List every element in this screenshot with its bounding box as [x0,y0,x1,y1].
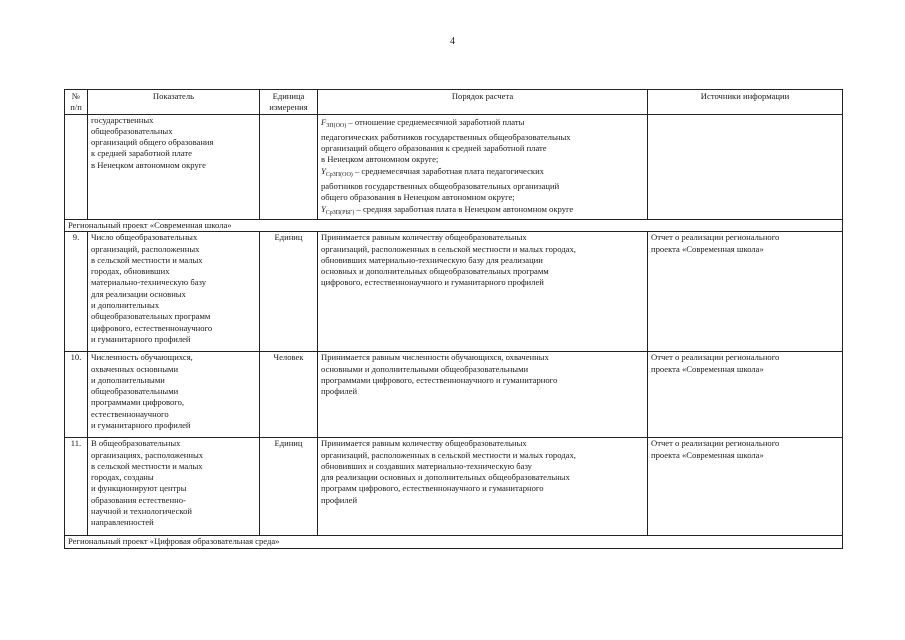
cell-line: организациях, расположенных [91,449,204,460]
cell-line: государственных [91,114,154,125]
cell-line: для реализации основных [91,288,186,299]
cell-line: направленностей [91,517,154,528]
formula-f-line: $F_{ЗП(ОО)}$ – отношение среднемесячной заработной платы [321,116,525,129]
row-num: 9. [65,232,88,352]
cell-line: к средней заработной плате [91,148,192,159]
cell-line: программами цифрового, естественнонаучного и гуманитарного [321,374,558,385]
row-num: 11. [65,438,88,536]
row-unit: Человек [260,352,318,438]
table-row [65,438,843,536]
cell-line: Принимается равным численности обучающихся, охваченных [321,352,549,363]
row-indicator [88,352,260,438]
cell-line: в Ненецком автономном округе [91,159,206,170]
continuation-calc-cell: $F_{ЗП(ОО)}$ – отношение среднемесячной заработной платы педагогических работников государственных общеобразовательных организаций общего образования к средней заработной плате в Ненецком автономном округе; $Y_{СрЗП(ОО)}$ – среднемесячная заработная плата педагогических работников государственных общеобразовательных организаций общего образования в Ненецком автономном округе; $Y_{СрЗП(РБГ)}$ – средняя заработная плата в Ненецком автономном округе [318,114,648,219]
continuation-unit-cell [260,114,318,219]
header-source: Источники информации [648,90,843,115]
section-row [65,536,843,548]
cell-line: организаций общего образования [91,137,214,148]
cell-line: профилей [321,494,358,505]
cell-line: и функционируют центры [91,483,187,494]
cell-line: цифрового, естественнонаучного и гуманитарного профилей [321,277,544,288]
row-num: 10. [65,352,88,438]
cell-line: и дополнительных [91,300,160,311]
cell-line: организаций, расположенных [91,243,200,254]
indicators-table [64,89,843,549]
cell-line: общеобразовательных [91,125,173,136]
formula-y1-line: $Y_{СрЗП(ОО)}$ – среднемесячная заработная плата педагогических [321,165,544,178]
cell-line: материально-техническую базу [91,277,207,288]
cell-line: цифрового, естественнонаучного [91,322,213,333]
continuation-indicator-cell [88,114,260,219]
row-unit: Единиц [260,438,318,536]
cell-line: основными и дополнительными общеобразовательными [321,363,529,374]
cell-line: Отчет о реализации регионального [651,438,780,449]
cell-line: основных и дополнительных общеобразовательных программ [321,266,549,277]
cell-line: Число общеобразовательных [91,232,198,243]
cell-line: обновивших и создавших материально-техническую базу [321,460,532,471]
formula-y2-var: Y [321,203,326,214]
cell-line: Принимается равным количеству общеобразовательных [321,232,527,243]
continuation-row [65,114,843,219]
cell-line: программ цифрового, естественнонаучного и гуманитарного [321,483,544,494]
row-indicator [88,232,260,352]
cell-line: охваченных основными [91,363,179,374]
header-calc: Порядок расчета [318,90,648,115]
formula-y2-sub: СрЗП(РБГ) [325,209,355,216]
section-row [65,219,843,231]
row-source [648,438,843,536]
header-unit: Единица измерения [260,90,318,115]
cell-line: профилей [321,386,358,397]
cell-line: организаций, расположенных в сельской местности и малых городах, [321,243,576,254]
continuation-num-cell [65,114,88,219]
table-row [65,352,843,438]
row-calc [318,352,648,438]
cell-line: и гуманитарного профилей [91,333,191,344]
cell-line: городах, созданы [91,472,154,483]
row-source [648,352,843,438]
row-calc [318,438,648,536]
formula-y1-var: Y [321,165,326,176]
cell-line: городах, обновивших [91,266,170,277]
cell-line: общеобразовательными [91,386,179,397]
cell-line: В общеобразовательных [91,438,181,449]
section-title: Региональный проект «Современная школа» [65,219,843,231]
cell-line: организаций, расположенных в сельской местности и малых городах, [321,449,576,460]
section-title: Региональный проект «Цифровая образовательная среда» [65,536,843,548]
cell-line: Отчет о реализации регионального [651,232,780,243]
header-indicator: Показатель [88,90,260,115]
cell-line: образования естественно- [91,494,186,505]
cell-line: общеобразовательных программ [91,311,211,322]
cell-line: Отчет о реализации регионального [651,352,780,363]
row-calc [318,232,648,352]
cell-line: Принимается равным количеству общеобразовательных [321,438,527,449]
row-source [648,232,843,352]
cell-line: программами цифрового, [91,397,185,408]
continuation-source-cell [648,114,843,219]
cell-line: и гуманитарного профилей [91,420,191,431]
cell-line: естественнонаучного [91,408,169,419]
header-row [65,90,843,115]
cell-line: проекта «Современная школа» [651,449,764,460]
cell-line: и дополнительными [91,374,165,385]
formula-y1-sub: СрЗП(ОО) [325,171,353,178]
cell-line: в сельской местности и малых [91,460,203,471]
header-num: № п/п [65,90,88,115]
row-indicator [88,438,260,536]
formula-f-var: F [321,116,327,127]
cell-line: обновивших материально-техническую базу для реализации [321,254,543,265]
cell-line: проекта «Современная школа» [651,363,764,374]
formula-y2-line: $Y_{СрЗП(РБГ)}$ – средняя заработная плата в Ненецком автономном округе [321,203,574,216]
row-unit: Единиц [260,232,318,352]
formula-f-sub: ЗП(ОО) [326,122,347,129]
cell-line: Численность обучающихся, [91,352,193,363]
page-number: 4 [450,36,455,47]
cell-line: в сельской местности и малых [91,254,203,265]
cell-line: проекта «Современная школа» [651,243,764,254]
cell-line: для реализации основных и дополнительных общеобразовательных [321,472,570,483]
cell-line: научной и технологической [91,506,193,517]
table-row [65,232,843,352]
